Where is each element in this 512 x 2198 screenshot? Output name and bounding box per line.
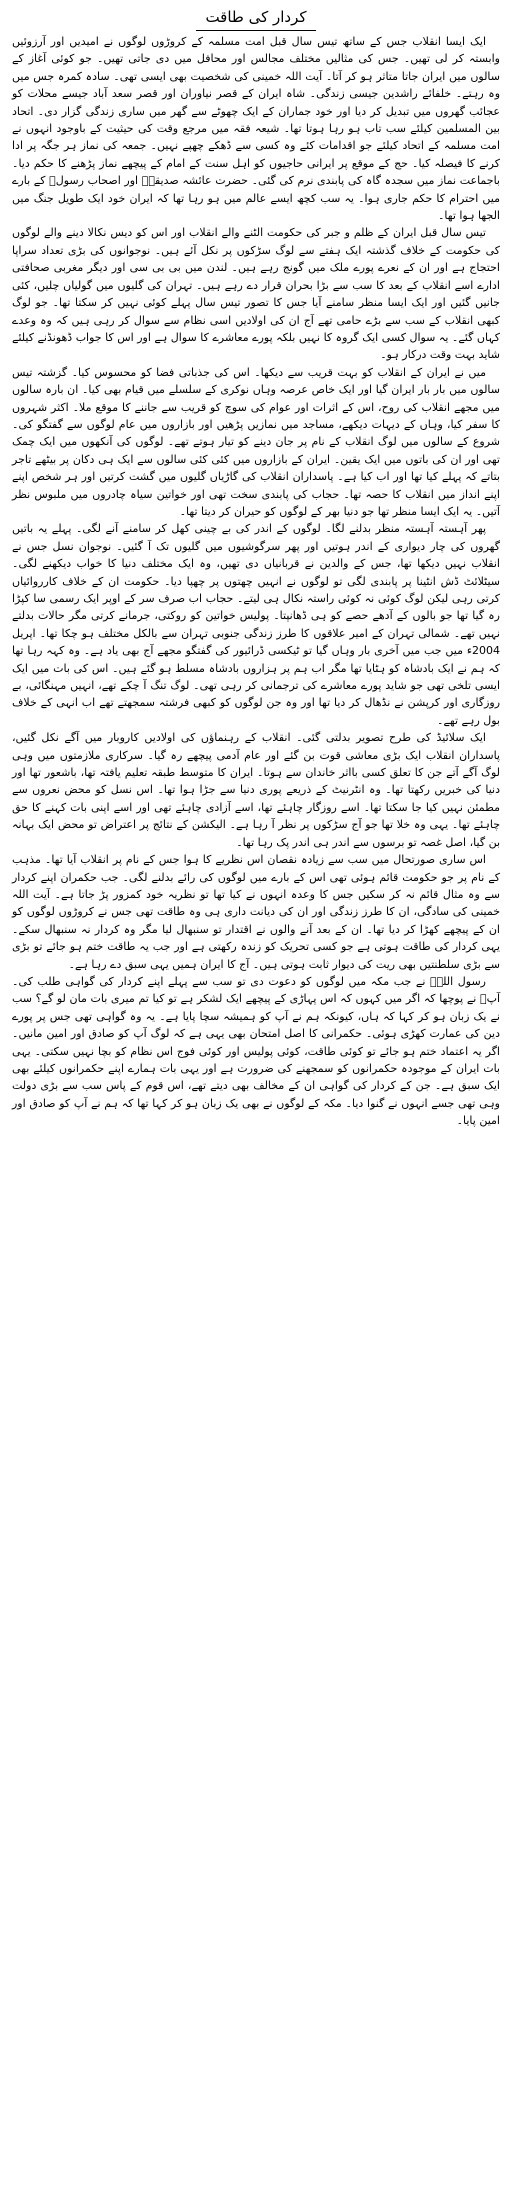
article-paragraph: اس ساری صورتحال میں سب سے زیادہ نقصان اس نظریے کا ہوا جس کے نام پر انقلاب آیا تھا۔ مذہب کے نام پر جو حکومت قائم ہوئی تھی اس کے بارے میں لوگوں کی رائے بدلنے لگی۔ جب حکمران اپنے کردار سے وہ مثال قائم نہ کر سکیں جس کا وعدہ انہوں نے کیا تھا تو نظریہ خود کمزور پڑ جاتا ہے۔ آیت اللہ خمینی کی سادگی، ان کا طرز زندگی اور ان کی دیانت داری ہی وہ طاقت تھی جس نے کروڑوں لوگوں کو ان کے پیچھے کھڑا کر دیا تھا۔ ان کے بعد آنے والوں نے اقتدار تو سنبھال لیا مگر وہ کردار نہ سنبھال سکے۔ یہی کردار کی طاقت ہوتی ہے جو کسی تحریک کو زندہ رکھتی ہے اور جب یہ طاقت ختم ہو جائے تو بڑی سے بڑی سلطنتیں بھی ریت کی دیوار ثابت ہوتی ہیں۔ آج کا ایران ہمیں یہی سبق دے رہا ہے۔ xyxy=(12,853,500,971)
article-paragraph: ایک ایسا انقلاب جس کے ساتھ تیس سال قبل امت مسلمہ کے کروڑوں لوگوں نے امیدیں اور آرزوئیں وابستہ کر لی تھیں۔ جس کی مثالیں مختلف مجالس اور محافل میں دی جاتی تھیں۔ جو کوئی آغاز کے سالوں میں ایران جاتا متاثر ہو کر آتا۔ آیت اللہ خمینی کی شخصیت بھی ایسی تھی۔ سادہ کمرہ جس میں وہ رہتے۔ خلفائے راشدین جیسی زندگی۔ شاہ ایران کے قصر نیاوران اور قصر سعد آباد جیسے محلات کو عجائب گھروں میں تبدیل کر دیا اور خود جماران کے ایک چھوٹے سے گھر میں ساری زندگی گزار دی۔ اتحاد بین المسلمین کیلئے سب تاب ہو رہا ہوتا تھا۔ شیعہ فقہ میں مرجع وقت کی حیثیت کے باوجود انہوں نے امت مسلمہ کے اتحاد کیلئے جو اقدامات کئے وہ کسی سے ڈھکے چھپے نہیں۔ جمعہ کی نماز ہر جگہ پر ادا کرنے کا فیصلہ کیا۔ حج کے موقع پر ایرانی حاجیوں کو اہل سنت کے امام کے پیچھے نماز پڑھنے کا حکم دیا۔ باجماعت نماز میں سجدہ گاہ کی پابندی نرم کی گئی۔ حضرت عائشہ صدیقہؓ اور اصحاب رسولؐ کے بارے میں احترام کا حکم جاری ہوا۔ یہ سب کچھ ایسے عالم میں ہو رہا تھا کہ ایران خود ایک طویل جنگ میں الجھا ہوا تھا۔ xyxy=(12,35,500,223)
article-paragraph: رسول اللہؐ نے جب مکہ میں لوگوں کو دعوت دی تو سب سے پہلے اپنے کردار کی گواہی طلب کی۔ آپؐ نے پوچھا کہ اگر میں کہوں کہ اس پہاڑی کے پیچھے ایک لشکر ہے تو کیا تم میری بات مان لو گے؟ سب نے یک زبان ہو کر کہا کہ ہاں، کیونکہ ہم نے آپ کو ہمیشہ سچا پایا ہے۔ یہ وہ گواہی تھی جس پر پورے دین کی عمارت کھڑی ہوئی۔ حکمرانی کا اصل امتحان بھی یہی ہے کہ لوگ آپ کو صادق اور امین مانیں۔ اگر یہ اعتماد ختم ہو جائے تو کوئی طاقت، کوئی پولیس اور کوئی فوج اس نظام کو بچا نہیں سکتی۔ یہی بات ایران کے موجودہ حکمرانوں کو سمجھنے کی ضرورت ہے اور یہی بات ہمارے اپنے حکمرانوں کیلئے بھی ایک سبق ہے۔ جن کے کردار کی گواہی ان کے مخالف بھی دیتے تھے، اس قوم کے پاس سب سے بڑی دولت وہی تھی جسے انہوں نے گنوا دیا۔ مکہ کے لوگوں نے بھی یک زبان ہو کر کہا تھا کہ ہم نے آپ کو صادق اور امین پایا۔ xyxy=(12,974,500,1128)
article-body xyxy=(12,33,500,1130)
article-paragraph: ایک سلائیڈ کی طرح تصویر بدلتی گئی۔ انقلاب کے رہنماؤں کی اولادیں کاروبار میں آگے نکل گئیں، پاسداران انقلاب ایک بڑی معاشی قوت بن گئے اور عام آدمی پیچھے رہ گیا۔ سرکاری ملازمتوں میں وہی لوگ آگے آتے جن کا تعلق کسی بااثر خاندان سے ہوتا۔ ایران کا متوسط طبقہ تعلیم یافتہ تھا، باشعور تھا اور دنیا کی خبریں رکھتا تھا۔ وہ انٹرنیٹ کے ذریعے پوری دنیا سے جڑا ہوا تھا۔ اس نسل کو محض نعروں سے مطمئن نہیں کیا جا سکتا تھا۔ اسے روزگار چاہئے تھا، اسے آزادی چاہئے تھی اور اسے اپنی بات کہنے کا حق چاہئے تھا۔ یہی وہ خلا تھا جو آج سڑکوں پر نظر آ رہا ہے۔ الیکشن کے نتائج پر اعتراض تو محض ایک بہانہ بن گیا، اصل غصہ تو برسوں سے اندر ہی اندر پک رہا تھا۔ xyxy=(12,731,500,849)
article-paragraph: پھر آہستہ آہستہ منظر بدلنے لگا۔ لوگوں کے اندر کی بے چینی کھل کر سامنے آنے لگی۔ پہلے یہ باتیں گھروں کی چار دیواری کے اندر ہوتیں اور پھر سرگوشیوں میں گلیوں تک آ گئیں۔ نوجوان نسل جس نے انقلاب نہیں دیکھا تھا، جس کے والدین نے قربانیاں دی تھیں، وہ ایک مختلف دنیا کا خواب دیکھنے لگی۔ سیٹلائٹ ڈش انٹینا پر پابندی لگی تو لوگوں نے انہیں چھتوں پر چھپا دیا۔ حکومت ان کے خلاف کارروائیاں کرتی رہی لیکن لوگ کوئی نہ کوئی راستہ نکال ہی لیتے۔ حجاب اب صرف سر کے اوپر ایک رسمی سا کپڑا رہ گیا تھا جو بالوں کے آدھے حصے کو ہی ڈھانپتا۔ پولیس خواتین کو روکتی، جرمانے کرتی مگر حالات بدلتے نہیں تھے۔ شمالی تہران کے امیر علاقوں کا طرز زندگی جنوبی تہران سے بالکل مختلف ہو چکا تھا۔ اپریل 2004ء میں جب میں آخری بار وہاں گیا تو ٹیکسی ڈرائیور کی گفتگو مجھے آج بھی یاد ہے۔ وہ کہہ رہا تھا کہ ہم نے ایک بادشاہ کو ہٹایا تھا مگر اب ہم پر ہزاروں بادشاہ مسلط ہو گئے ہیں۔ اس کی بات میں ایک ایسی تلخی تھی جو شاید پورے معاشرے کی ترجمانی کر رہی تھی۔ لوگ تنگ آ چکے تھے، انہیں مہنگائی، بے روزگاری اور کرپشن نے نڈھال کر دیا تھا اور وہ جن لوگوں کو کبھی فرشتہ سمجھتے تھے اب انہی کے خلاف بول رہے تھے۔ xyxy=(12,522,500,727)
article-title: کردار کی طاقت xyxy=(196,6,316,31)
article-paragraph: تیس سال قبل ایران کے ظلم و جبر کی حکومت الٹنے والے انقلاب اور اس کو دیس نکالا دینے والے لوگوں کی حکومت کے خلاف گذشتہ ایک ہفتے سے لوگ سڑکوں پر نکل آئے ہیں۔ نوجوانوں کی بڑی تعداد سراپا احتجاج ہے اور ان کے نعرے پورے ملک میں گونج رہے ہیں۔ لندن میں بی بی سی اور دیگر مغربی صحافتی ادارے اسے انقلاب کے بعد کا سب سے بڑا بحران قرار دے رہے ہیں۔ تہران کی گلیوں میں گولیاں چلیں، کئی جانیں گئیں اور ایک ایسا منظر سامنے آیا جس کا تصور تیس سال پہلے کوئی نہیں کر سکتا تھا۔ جو لوگ کبھی انقلاب کے سب سے بڑے حامی تھے آج ان کی اولادیں اسی نظام سے سوال کر رہی ہیں کہ وہ وعدے کہاں گئے۔ یہ سوال کسی ایک گروہ کا نہیں بلکہ پورے معاشرے کا سوال ہے اور اس کا جواب ڈھونڈنے کیلئے شاید بہت وقت درکار ہو۔ xyxy=(12,226,500,362)
article-paragraph: میں نے ایران کے انقلاب کو بہت قریب سے دیکھا۔ اس کی جذباتی فضا کو محسوس کیا۔ گزشتہ تیس سالوں میں بار بار ایران گیا اور ایک خاص عرصہ وہاں نوکری کے سلسلے میں قیام بھی کیا۔ ان بارہ سالوں میں مجھے انقلاب کی روح، اس کے اثرات اور عوام کی سوچ کو قریب سے جاننے کا موقع ملا۔ اکثر شہروں کا سفر کیا، وہاں کے دیہات دیکھے، مساجد میں نمازیں پڑھیں اور بازاروں میں عام لوگوں سے گفتگو کی۔ شروع کے سالوں میں لوگ انقلاب کے نام پر جان دینے کو تیار ہوتے تھے۔ لوگوں کی آنکھوں میں ایک چمک تھی اور ان کی باتوں میں ایک یقین۔ ایران کے بازاروں میں کئی کئی سالوں سے ایک ہی دکان پر بیٹھے تاجر بتاتے کہ پہلے کیا تھا اور اب کیا ہے۔ پاسداران انقلاب کی گاڑیاں گلیوں میں گشت کرتیں اور ہر شخص اپنے اپنے انداز میں انقلاب کا حصہ تھا۔ حجاب کی پابندی سخت تھی اور خواتین سیاہ چادروں میں ملبوس نظر آتیں۔ یہ ایک ایسا منظر تھا جو دنیا بھر کے لوگوں کو حیران کر دیتا تھا۔ xyxy=(12,365,500,518)
